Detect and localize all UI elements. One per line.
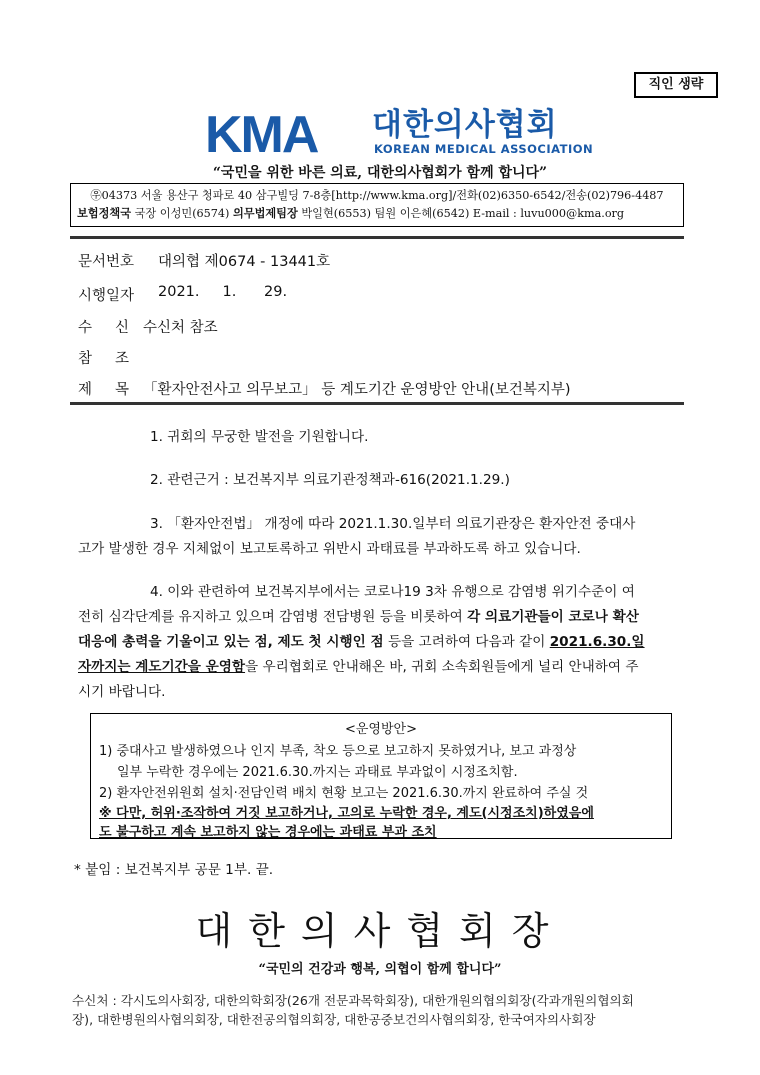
team-staff: 박일현(6553) 팀원 이은혜(6542) E-mail : luvu000@kma.org: [297, 207, 625, 220]
subject-value: 「환자안전사고 의무보고」 등 계도기간 운영방안 안내(보건복지부): [143, 382, 571, 398]
paragraph-4-line-5: 시기 바랍니다.: [78, 684, 166, 700]
recipient-label: 수 신: [78, 320, 130, 336]
date-value: 2021. 1. 29.: [158, 284, 288, 300]
p4-l4-emphasis: 자까지는 계도기간을 운영함: [78, 659, 246, 675]
doc-number-label: 문서번호: [78, 254, 135, 270]
dept-staff: 국장 이성민(6574): [131, 207, 233, 220]
header-rule-bottom: [70, 402, 684, 405]
paragraph-3-line-2: 고가 발생한 경우 지체없이 보고토록하고 위반시 과태료를 부과하도록 하고 있습니다.: [78, 541, 581, 557]
doc-number-value: 대의협 제0674 - 13441호: [158, 254, 331, 270]
paragraph-3-line-1: 3. 「환자안전법」 개정에 따라 2021.1.30.일부터 의료기관장은 환자안전 중대사: [150, 516, 636, 532]
team-name: 의무법제팀장: [232, 206, 298, 220]
p4-l3-plain: 등을 고려하여 다음과 같이: [383, 634, 550, 650]
paragraph-4-line-2: [78, 605, 639, 625]
plan-note-line-1: ※ 다만, 허위·조작하여 거짓 보고하거나, 고의로 누락한 경우, 계도(시정조치)하였음에: [99, 806, 594, 821]
association-name-english: KOREAN MEDICAL ASSOCIATION: [374, 142, 594, 156]
reference-label: 참 조: [78, 351, 130, 367]
recipients-line-1: 수신처 : 각시도의사회장, 대한의학회장(26개 전문과목학회장), 대한개원의협의회장(각과개원의협의회: [72, 993, 634, 1008]
p4-l4-plain: 을 우리협회로 안내해온 바, 귀회 소속회원들에게 널리 안내하여 주: [245, 659, 639, 675]
paragraph-4-line-4: [78, 655, 639, 675]
plan-item-2: 2) 환자안전위원회 설치·전담인력 배치 현황 보고는 2021.6.30.까지 완료하여 주실 것: [99, 786, 589, 801]
p4-l3-date-emphasis: 2021.6.30.일: [549, 634, 645, 650]
footer-motto: “국민의 건강과 행복, 의협이 함께 합니다”: [258, 962, 502, 977]
plan-item-1-line-1: 1) 중대사고 발생하였으나 인지 부족, 착오 등으로 보고하지 못하였거나, 보고 과정상: [99, 744, 577, 759]
subject-label: 제 목: [78, 382, 130, 398]
kma-logo-text: KMA: [205, 108, 318, 158]
signature-title: 대한의사협회장: [195, 909, 565, 953]
operation-plan-box: [90, 713, 672, 839]
contact-address-line: ㉾04373 서울 용산구 청파로 40 삼구빌딩 7-8층[http://www.kma.org]/전화(02)6350-6542/전송(02)796-4487: [90, 189, 664, 202]
p4-l2-bold: 각 의료기관들이 코로나 확산: [467, 609, 639, 625]
attachment-note: * 붙임 : 보건복지부 공문 1부. 끝.: [74, 862, 274, 878]
dept-name: 보험정책국: [77, 206, 132, 220]
plan-note-line-2: 도 불구하고 계속 보고하지 않는 경우에는 과태료 부과 조치: [99, 825, 437, 840]
recipients-line-2: 장), 대한병원의사협의회장, 대한전공의협의회장, 대한공중보건의사협의회장, 한국여자의사회장: [72, 1012, 596, 1027]
seal-omitted-box: 직인 생략: [634, 72, 718, 98]
kma-logo-mark: [205, 108, 363, 158]
association-motto: “국민을 위한 바른 의료, 대한의사협회가 함께 합니다”: [212, 165, 548, 181]
paragraph-4-line-3: [78, 630, 645, 650]
paragraph-1: 1. 귀회의 무궁한 발전을 기원합니다.: [150, 429, 369, 445]
paragraph-4-line-1: 4. 이와 관련하여 보건복지부에서는 코로나19 3차 유행으로 감염병 위기수준이 여: [150, 584, 635, 600]
p4-l2-plain: 전히 심각단계를 유지하고 있으며 감염병 전담병원 등을 비롯하여: [78, 609, 468, 625]
p4-l3-bold: 대응에 총력을 기울이고 있는 점, 제도 첫 시행인 점: [78, 634, 384, 650]
plan-item-1-line-2: 일부 누락한 경우에는 2021.6.30.까지는 과태료 부과없이 시정조치함.: [117, 765, 518, 780]
association-name-korean: 대한의사협회: [372, 107, 558, 143]
header-rule-top: [70, 236, 684, 239]
contact-staff-line: [77, 204, 624, 223]
paragraph-2: 2. 관련근거 : 보건복지부 의료기관정책과-616(2021.1.29.): [150, 472, 510, 488]
date-label: 시행일자: [78, 288, 135, 304]
operation-plan-title: <운영방안>: [344, 722, 418, 737]
contact-info-box: [70, 183, 684, 227]
recipient-value: 수신처 참조: [143, 320, 218, 336]
